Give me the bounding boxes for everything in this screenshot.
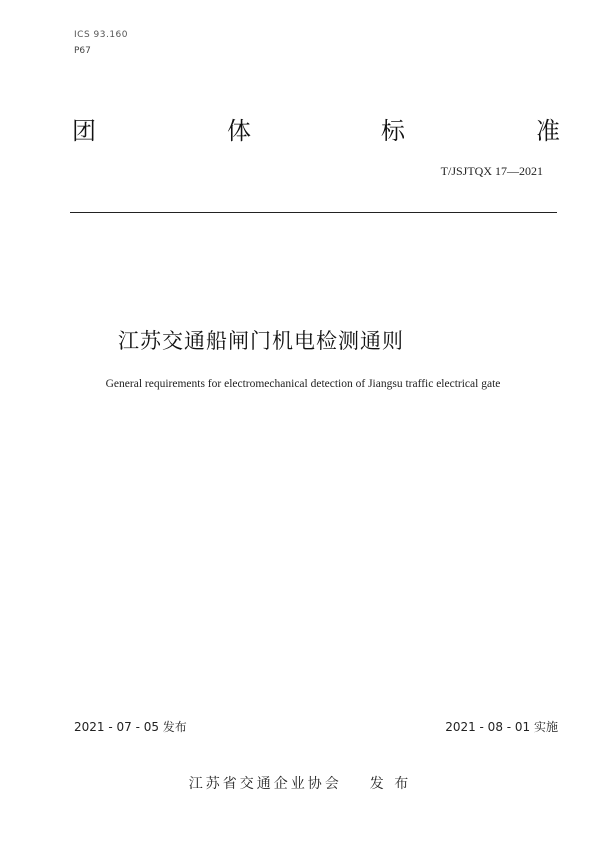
standard-number: T/JSJTQX 17—2021 xyxy=(440,164,543,178)
issuer-line xyxy=(0,773,600,793)
implementation-date: 2021 - 08 - 01 实施 xyxy=(445,720,558,734)
issuer-organization: 江苏省交通企业协会 xyxy=(188,776,342,792)
classification-code: P67 xyxy=(74,46,91,56)
document-title-english: General requirements for electromechanical detection of Jiangsu traffic electrical gate xyxy=(105,378,501,390)
ics-code: ICS 93.160 xyxy=(74,30,129,40)
standard-type-char: 团 xyxy=(72,117,96,145)
standard-type-char: 准 xyxy=(536,117,560,145)
standard-type-char: 标 xyxy=(381,117,405,145)
issue-date: 2021 - 07 - 05 发布 xyxy=(74,720,187,734)
issuer-action: 发 布 xyxy=(369,776,412,792)
standard-type-char: 体 xyxy=(227,117,251,145)
document-title-chinese: 江苏交通船闸门机电检测通则 xyxy=(118,329,404,353)
standard-type-heading xyxy=(72,114,562,148)
header-divider xyxy=(70,212,557,213)
